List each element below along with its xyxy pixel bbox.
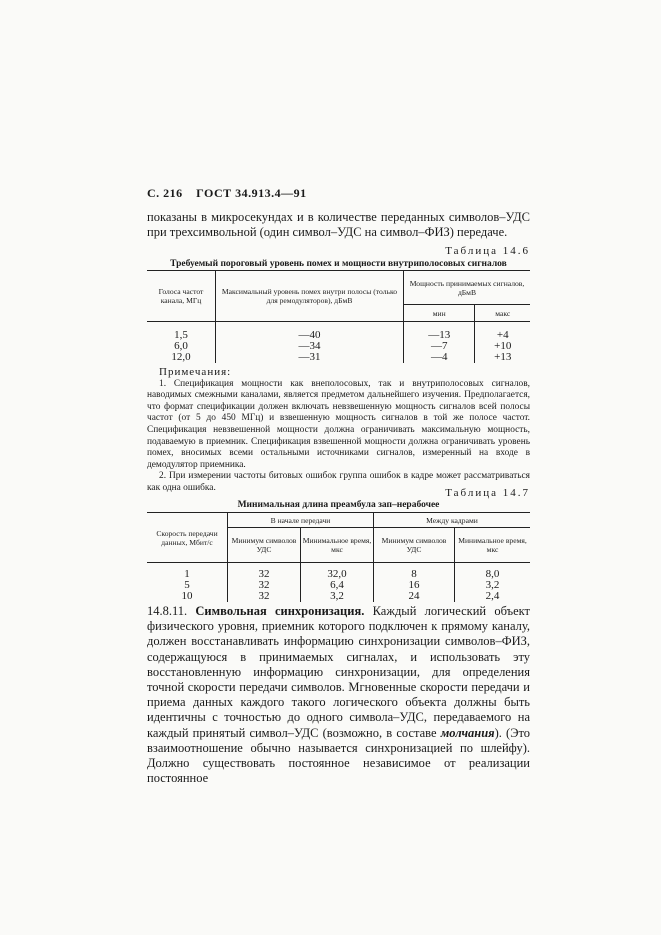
table2-sub1: Минимум символов УДС xyxy=(228,528,301,563)
section-text-part1: Каждый логический объект физического уровня, приемник которого подключен к прямому каналу, должен восстанавливать информацию синхронизации символов–ФИЗ, содержащуюся в принимаемых сигналах, и использовать эту восстановленную информацию синхронизации, для определения точной скорости передачи символов. Мгновенные скорости передачи и приема данных каждого такого логического объекта должны быть идентичны с точностью до одного символа–УДС, передаваемого на каждый принятый символ–УДС (возможно, в составе xyxy=(147,604,530,740)
section-title: Символьная синхронизация. xyxy=(195,604,365,618)
table-row: 5 32 6,4 16 3,2 xyxy=(147,580,530,591)
table1-col2-header: Максимальный уровень помех внутри полосы (только для ремодуляторов), дБмВ xyxy=(216,271,404,322)
document-code: ГОСТ 34.913.4—91 xyxy=(196,186,307,200)
table2-title: Минимальная длина преамбула зап–нерабочее xyxy=(237,500,440,510)
section-14-8-11 xyxy=(147,604,530,786)
table2-group-between: Между кадрами xyxy=(374,513,531,528)
section-number: 14.8.11. xyxy=(147,604,188,618)
notes-heading: Примечания: xyxy=(159,366,232,378)
table2-sub2: Минимальное время, мкс xyxy=(301,528,374,563)
table1-label: Таблица 14.6 xyxy=(445,245,530,257)
notes-block xyxy=(147,367,530,495)
page-header xyxy=(147,186,317,201)
section-emphasis: молчания xyxy=(440,725,495,740)
table1-col3-header: Мощность принимаемых сигналов, дБмВ xyxy=(404,271,531,305)
table-row: 6,0 —34 —7 +10 xyxy=(147,341,530,352)
table-row: 1,5 —40 —13 +4 xyxy=(147,330,530,341)
table-row: 12,0 —31 —4 +13 xyxy=(147,352,530,363)
table1 xyxy=(147,270,530,363)
table2-group-start: В начале передачи xyxy=(228,513,374,528)
table2-label: Таблица 14.7 xyxy=(445,487,530,499)
table1-max-header: макс xyxy=(475,305,530,322)
table2-col1-header: Скорость передачи данных, Мбит/с xyxy=(147,513,228,563)
page-number: С. 216 xyxy=(147,186,183,200)
table2 xyxy=(147,512,530,602)
table-row: 1 32 32,0 8 8,0 xyxy=(147,569,530,580)
section-text-part2: ). (Это взаимоотношение обычно называется синхронизацией по шлейфу). Должно существовать постоянное независимое от реализации постоянное xyxy=(147,725,531,786)
table1-title: Требуемый пороговый уровень помех и мощности внутриполосовых сигналов xyxy=(170,259,507,269)
note-2: 2. При измерении частоты битовых ошибок группа ошибок в кадре может рассматриваться как одна ошибка. xyxy=(147,471,530,493)
table-row: 10 32 3,2 24 2,4 xyxy=(147,591,530,602)
table2-sub3: Минимум символов УДС xyxy=(374,528,455,563)
note-1: 1. Спецификация мощности как внеполосовых, так и внутриполосовых сигналов, наводимых смежными каналами, является предметом дальнейшего изучения. Предполагается, что формат спецификации должен включать невзвешенную мощность сигналов всей полосы частот (от 5 до 450 МГц) и взвешенную мощность сигналов в той же полосе частот. Спецификация невзвешенной мощности должна ограничивать максимальную мощность, подаваемую в приемник. Спецификация взвешенной мощности должна ограничивать уровень помех, вносимых всеми остальными источниками сигналов, измеренный на входе в демодулятор приемника. xyxy=(147,378,530,470)
table1-min-header: мин xyxy=(404,305,475,322)
table1-col1-header: Голоса частот канала, МГц xyxy=(147,271,216,322)
table2-sub4: Минимальное время, мкс xyxy=(455,528,531,563)
intro-paragraph: показаны в микросекундах и в количестве переданных символов–УДС при трехсимвольной (один символ–УДС на символ–ФИЗ) передаче. xyxy=(147,210,530,240)
